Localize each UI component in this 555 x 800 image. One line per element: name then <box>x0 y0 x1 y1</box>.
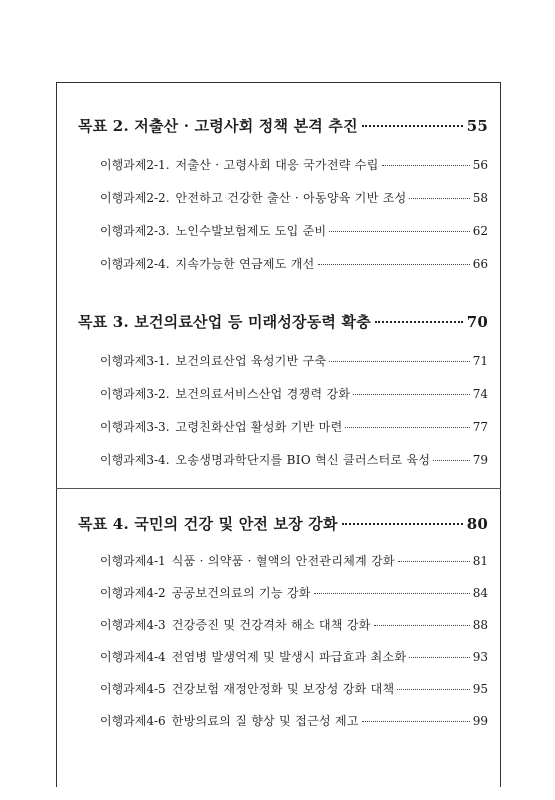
task-text: 건강증진 및 건강격차 해소 대책 강화 <box>171 618 371 632</box>
task-label: 이행과제2-3. <box>100 224 170 238</box>
leader-dots <box>353 394 469 395</box>
leader-dots <box>374 625 470 626</box>
leader-dots <box>314 593 470 594</box>
leader-dots <box>398 561 470 562</box>
task-text: 보건의료산업 육성기반 구축 <box>175 354 327 368</box>
task-label: 이행과제4-1 <box>100 554 166 568</box>
page-number: 74 <box>472 387 488 401</box>
task-4-5-entry[interactable] <box>100 680 488 697</box>
leader-dots <box>342 523 463 525</box>
task-label: 이행과제2-4. <box>100 257 170 271</box>
leader-dots <box>397 689 469 690</box>
task-label: 이행과제3-1. <box>100 354 170 368</box>
task-2-2-entry[interactable] <box>100 189 488 206</box>
task-2-1-entry[interactable] <box>100 156 488 173</box>
task-text: 고령친화산업 활성화 기반 마련 <box>175 420 343 434</box>
task-4-4-entry[interactable] <box>100 648 488 665</box>
task-3-3-entry[interactable] <box>100 418 488 435</box>
leader-dots <box>329 231 469 232</box>
leader-dots <box>409 657 469 658</box>
task-text: 저출산 · 고령사회 대응 국가전략 수립 <box>175 158 379 172</box>
task-label: 이행과제3-4. <box>100 453 170 467</box>
task-2-4-entry[interactable] <box>100 255 488 272</box>
page-number: 81 <box>472 554 488 568</box>
task-4-6-entry[interactable] <box>100 712 488 729</box>
task-text: 건강보험 재정안정화 및 보장성 강화 대책 <box>171 682 395 696</box>
page-number: 93 <box>472 650 488 664</box>
task-3-1-entry[interactable] <box>100 352 488 369</box>
page-number: 70 <box>466 313 488 331</box>
page-number: 99 <box>472 714 488 728</box>
page-number: 95 <box>472 682 488 696</box>
goal-2-entry[interactable] <box>78 115 488 136</box>
task-label: 이행과제2-1. <box>100 158 170 172</box>
task-text: 오송생명과학단지를 BIO 혁신 클러스터로 육성 <box>175 453 431 467</box>
task-text: 지속가능한 연금제도 개선 <box>175 257 315 271</box>
page-number: 79 <box>472 453 488 467</box>
page-number: 55 <box>466 117 488 135</box>
page-number: 77 <box>472 420 488 434</box>
page-number: 58 <box>472 191 488 205</box>
task-4-1-entry[interactable] <box>100 552 488 569</box>
task-label: 이행과제2-2. <box>100 191 170 205</box>
task-label: 이행과제4-5 <box>100 682 166 696</box>
leader-dots <box>329 361 469 362</box>
task-2-3-entry[interactable] <box>100 222 488 239</box>
leader-dots <box>375 321 463 323</box>
task-text: 노인수발보험제도 도입 준비 <box>175 224 327 238</box>
task-label: 이행과제4-6 <box>100 714 166 728</box>
task-label: 이행과제3-2. <box>100 387 170 401</box>
task-text: 안전하고 건강한 출산 · 아동양육 기반 조성 <box>175 191 407 205</box>
section-divider <box>56 488 501 489</box>
goal-3-entry[interactable] <box>78 311 488 332</box>
task-3-4-entry[interactable] <box>100 451 488 468</box>
page-number: 56 <box>472 158 488 172</box>
goal-title: 목표 3. 보건의료산업 등 미래성장동력 확충 <box>78 313 371 331</box>
goal-4-entry[interactable] <box>78 513 488 534</box>
goal-title: 목표 4. 국민의 건강 및 안전 보장 강화 <box>78 515 338 533</box>
task-label: 이행과제4-4 <box>100 650 166 664</box>
task-text: 식품 · 의약품 · 혈액의 안전관리체계 강화 <box>171 554 395 568</box>
leader-dots <box>318 264 470 265</box>
leader-dots <box>362 125 463 127</box>
page-number: 80 <box>466 515 488 533</box>
leader-dots <box>382 165 470 166</box>
task-label: 이행과제3-3. <box>100 420 170 434</box>
task-4-3-entry[interactable] <box>100 616 488 633</box>
task-label: 이행과제4-2 <box>100 586 166 600</box>
leader-dots <box>409 198 469 199</box>
task-text: 공공보건의료의 기능 강화 <box>171 586 311 600</box>
leader-dots <box>362 721 470 722</box>
task-text: 보건의료서비스산업 경쟁력 강화 <box>175 387 351 401</box>
page-number: 84 <box>472 586 488 600</box>
page-number: 62 <box>472 224 488 238</box>
leader-dots <box>433 460 469 461</box>
task-4-2-entry[interactable] <box>100 584 488 601</box>
task-text: 전염병 발생억제 및 발생시 파급효과 최소화 <box>171 650 407 664</box>
task-text: 한방의료의 질 향상 및 접근성 제고 <box>171 714 359 728</box>
page-number: 66 <box>472 257 488 271</box>
leader-dots <box>345 427 469 428</box>
task-label: 이행과제4-3 <box>100 618 166 632</box>
task-3-2-entry[interactable] <box>100 385 488 402</box>
page-number: 88 <box>472 618 488 632</box>
page-number: 71 <box>472 354 488 368</box>
goal-title: 목표 2. 저출산 · 고령사회 정책 본격 추진 <box>78 117 358 135</box>
